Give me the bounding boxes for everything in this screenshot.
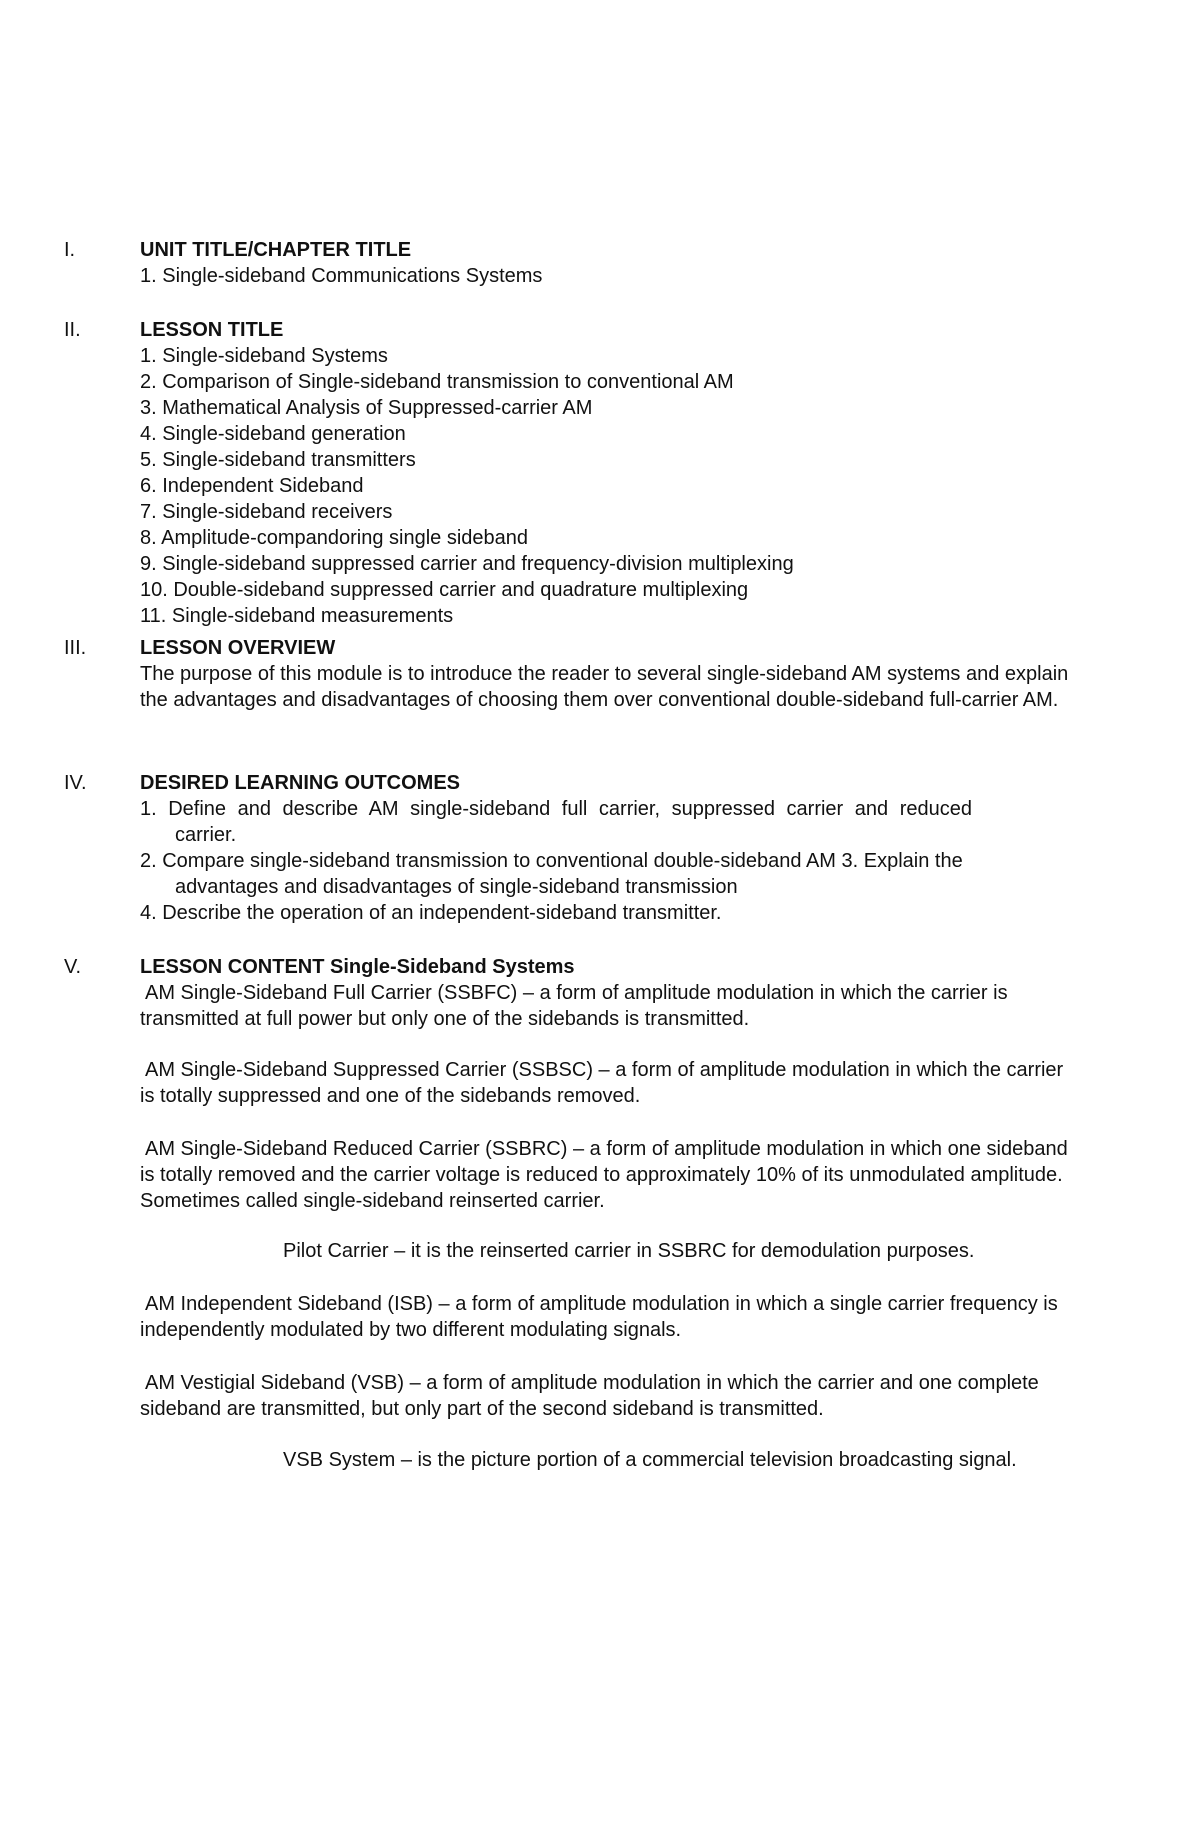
list-item: 10. Double-sideband suppressed carrier and quadrature multiplexing	[140, 579, 749, 601]
section-body	[140, 770, 1037, 926]
list-item-continuation: carrier.	[175, 824, 237, 846]
definition-isb	[140, 1291, 1132, 1343]
paragraph-line: transmitted at full power but only one of the sidebands is transmitted.	[140, 1008, 750, 1030]
list-item: 2. Compare single-sideband transmission to conventional double-sideband AM 3. Explain the	[140, 850, 963, 872]
paragraph-line: sideband are transmitted, but only part of the second sideband is transmitted.	[140, 1398, 824, 1420]
section-numeral: III.	[64, 637, 87, 659]
paragraph-line: independently modulated by two different modulating signals.	[140, 1319, 682, 1341]
list-item: 1. Single-sideband Systems	[140, 345, 388, 367]
paragraph-line: is totally removed and the carrier voltage is reduced to approximately 10% of its unmodulated amplitude.	[140, 1164, 1063, 1186]
list-item: 11. Single-sideband measurements	[140, 605, 454, 627]
section-numeral: IV.	[64, 772, 87, 794]
section-numeral: I.	[64, 239, 76, 261]
section-heading: LESSON OVERVIEW	[140, 637, 336, 659]
section-body	[140, 317, 1132, 629]
list-item: 2. Comparison of Single-sideband transmission to conventional AM	[140, 371, 734, 393]
definition-ssbfc	[140, 980, 1132, 1032]
paragraph-line: is totally suppressed and one of the sidebands removed.	[140, 1085, 641, 1107]
paragraph-line: AM Single-Sideband Full Carrier (SSBFC) – a form of amplitude modulation in which the carrier is	[145, 982, 1008, 1004]
section-heading: LESSON CONTENT Single-Sideband Systems	[140, 956, 575, 978]
list-item: 1. Single-sideband Communications Systems	[140, 265, 543, 287]
paragraph-line: AM Single-Sideband Suppressed Carrier (SSBSC) – a form of amplitude modulation in which the carrier	[145, 1059, 1064, 1081]
paragraph-line: the advantages and disadvantages of choosing them over conventional double-sideband full-carrier AM.	[140, 689, 1059, 711]
section-heading: LESSON TITLE	[140, 319, 284, 341]
list-item: 9. Single-sideband suppressed carrier and frequency-division multiplexing	[140, 553, 794, 575]
section-heading: UNIT TITLE/CHAPTER TITLE	[140, 239, 412, 261]
list-item: 4. Describe the operation of an independent-sideband transmitter.	[140, 902, 722, 924]
section-body	[140, 237, 1132, 289]
list-item-continuation: advantages and disadvantages of single-sideband transmission	[175, 876, 738, 898]
definition-ssbsc	[140, 1057, 1132, 1109]
vsb-system-note: VSB System – is the picture portion of a commercial television broadcasting signal.	[283, 1449, 1017, 1471]
list-item: 1. Define and describe AM single-sideband full carrier, suppressed carrier and reduced	[140, 798, 972, 820]
definition-vsb	[140, 1370, 1132, 1422]
section-heading: DESIRED LEARNING OUTCOMES	[140, 772, 461, 794]
paragraph-line: AM Single-Sideband Reduced Carrier (SSBRC) – a form of amplitude modulation in which one sideband	[145, 1138, 1068, 1160]
paragraph-line: Sometimes called single-sideband reinserted carrier.	[140, 1190, 605, 1212]
section-body	[140, 635, 1132, 713]
paragraph-line: AM Vestigial Sideband (VSB) – a form of amplitude modulation in which the carrier and one complete	[145, 1372, 1039, 1394]
list-item: 6. Independent Sideband	[140, 475, 364, 497]
section-numeral: II.	[64, 319, 81, 341]
list-item: 5. Single-sideband transmitters	[140, 449, 416, 471]
section-body	[140, 954, 1132, 1473]
list-item: 8. Amplitude-compandoring single sideband	[140, 527, 529, 549]
paragraph-line: The purpose of this module is to introduce the reader to several single-sideband AM systems and explain	[140, 663, 1069, 685]
definition-ssbrc	[140, 1136, 1132, 1214]
paragraph-line: AM Independent Sideband (ISB) – a form of amplitude modulation in which a single carrier frequency is	[145, 1293, 1058, 1315]
list-item: 7. Single-sideband receivers	[140, 501, 393, 523]
list-item: 3. Mathematical Analysis of Suppressed-carrier AM	[140, 397, 593, 419]
pilot-carrier-note: Pilot Carrier – it is the reinserted carrier in SSBRC for demodulation purposes.	[283, 1240, 975, 1262]
section-numeral: V.	[64, 956, 82, 978]
list-item: 4. Single-sideband generation	[140, 423, 406, 445]
